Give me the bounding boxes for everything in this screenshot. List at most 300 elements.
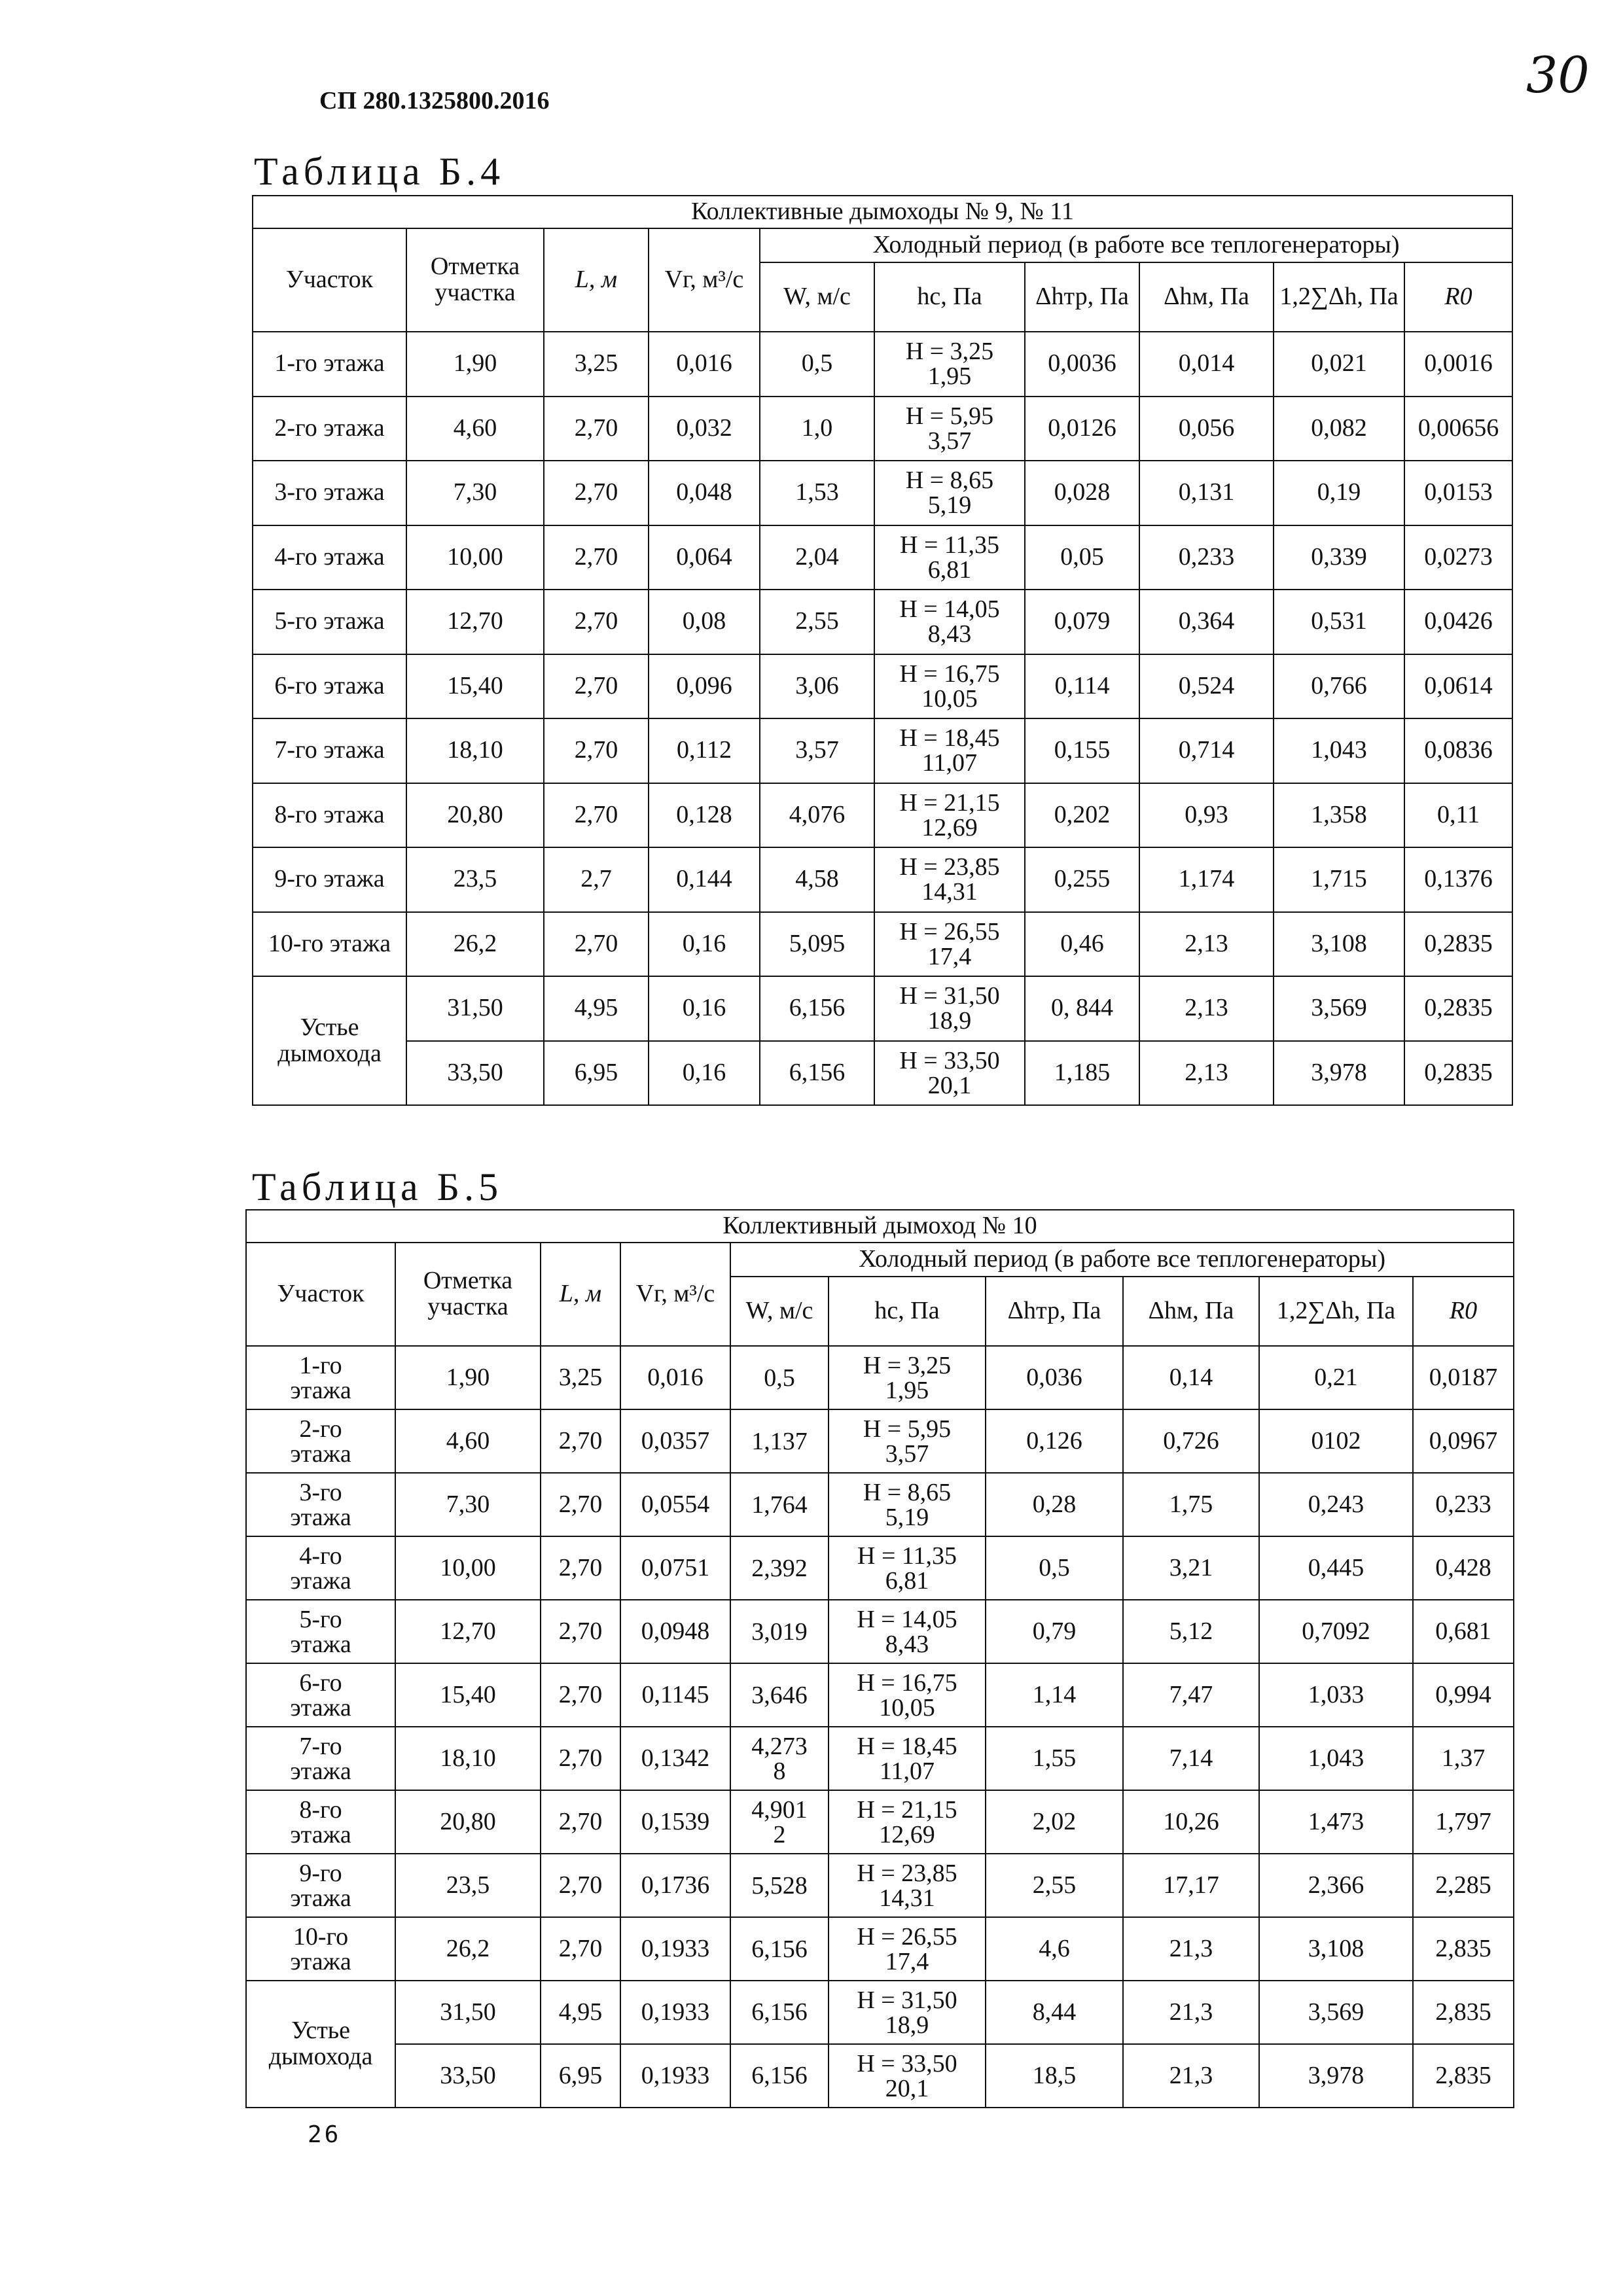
cell-volume: 0,08: [649, 590, 760, 654]
cell-length: 2,70: [544, 783, 649, 848]
cell-velocity: 4,076: [760, 783, 874, 848]
cell-draught: [829, 1600, 986, 1663]
cell-sum-loss: 1,043: [1259, 1727, 1413, 1790]
table-row: [253, 783, 1512, 848]
cell-friction-loss: 0,114: [1025, 654, 1139, 719]
cell-draught-line-2: 8,43: [885, 1630, 929, 1658]
table-row: [253, 590, 1512, 654]
cell-r0: 0,233: [1413, 1473, 1514, 1536]
cell-section: 9-го этажа: [253, 847, 406, 912]
cell-section: 4-го этажа: [253, 525, 406, 590]
table-b4-title: Коллективные дымоходы № 9, № 11: [253, 196, 1512, 228]
cell-velocity: 1,0: [760, 397, 874, 461]
cell-volume: 0,16: [649, 1041, 760, 1106]
cell-velocity-line-2: 2: [773, 1820, 786, 1848]
cell-draught-line-1: H = 18,45: [857, 1732, 957, 1760]
cell-section-line-1: 1-го: [299, 1351, 342, 1379]
cell-length: 2,70: [541, 1663, 620, 1727]
table-row: [253, 332, 1512, 397]
cell-sum-loss: 0,243: [1259, 1473, 1413, 1536]
cell-sum-loss: 3,108: [1259, 1917, 1413, 1981]
cell-length: 2,70: [541, 1854, 620, 1917]
cell-velocity: [730, 1346, 829, 1409]
cell-local-loss: 1,174: [1139, 847, 1274, 912]
header-friction-loss: Δhтр, Па: [1025, 262, 1139, 332]
cell-draught: [874, 461, 1025, 525]
cell-r0: 2,835: [1413, 1981, 1514, 2044]
cell-velocity: 2,55: [760, 590, 874, 654]
header-velocity: W, м/с: [730, 1277, 829, 1346]
cell-draught-line-2: 1,95: [885, 1376, 929, 1404]
table-b5-title: Коллективный дымоход № 10: [246, 1210, 1514, 1243]
cell-section: [246, 1409, 395, 1473]
cell-sum-loss: 1,358: [1274, 783, 1404, 848]
cell-velocity-line-1: 6,156: [751, 1935, 808, 1963]
cell-volume: 0,1933: [620, 1917, 730, 1981]
cell-draught-line-1: H = 8,65: [863, 1478, 952, 1506]
cell-section: [246, 1727, 395, 1790]
cell-friction-loss: 1,55: [986, 1727, 1123, 1790]
cell-section-line-2: этажа: [290, 1947, 351, 1975]
cell-sum-loss: 1,033: [1259, 1663, 1413, 1727]
cell-mark: 4,60: [395, 1409, 541, 1473]
cell-draught-line-1: H = 26,55: [899, 917, 1000, 945]
header-section: Участок: [253, 228, 406, 332]
cell-local-loss: 3,21: [1123, 1536, 1259, 1600]
cell-sum-loss: 0,7092: [1259, 1600, 1413, 1663]
cell-r0: 0,0967: [1413, 1409, 1514, 1473]
cell-section-line-1: 5-го: [299, 1605, 342, 1633]
cell-draught-line-1: H = 33,50: [857, 2049, 957, 2077]
cell-draught: [829, 1663, 986, 1727]
cell-draught-line-2: 8,43: [927, 620, 972, 648]
cell-draught-line-1: H = 14,05: [899, 595, 1000, 624]
cell-friction-loss: 1,14: [986, 1663, 1123, 1727]
cell-mark: 10,00: [395, 1536, 541, 1600]
cell-draught-line-2: 6,81: [927, 556, 972, 584]
cell-draught-line-2: 20,1: [927, 1071, 972, 1099]
cell-friction-loss: 0,5: [986, 1536, 1123, 1600]
cell-velocity: 4,58: [760, 847, 874, 912]
cell-r0: 0,681: [1413, 1600, 1514, 1663]
cell-mark: 15,40: [395, 1663, 541, 1727]
cell-friction-loss: 2,02: [986, 1790, 1123, 1854]
cell-r0: 0,2835: [1404, 912, 1512, 977]
cell-sum-loss: 1,043: [1274, 718, 1404, 783]
cell-velocity-line-1: 1,764: [751, 1491, 808, 1519]
cell-section-line-1: 9-го: [299, 1859, 342, 1887]
cell-mark: 7,30: [406, 461, 544, 525]
cell-section-line-2: этажа: [290, 1693, 351, 1722]
cell-length: 2,70: [541, 1473, 620, 1536]
cell-mark: 4,60: [406, 397, 544, 461]
cell-draught: [829, 1409, 986, 1473]
cell-mark: 12,70: [395, 1600, 541, 1663]
header-local-loss: Δhм, Па: [1123, 1277, 1259, 1346]
cell-volume: 0,1539: [620, 1790, 730, 1854]
cell-draught-line-2: 11,07: [921, 749, 978, 777]
cell-local-loss: 17,17: [1123, 1854, 1259, 1917]
cell-length: 4,95: [544, 976, 649, 1041]
cell-friction-loss: 2,55: [986, 1854, 1123, 1917]
cell-mark: 23,5: [406, 847, 544, 912]
cell-draught-line-2: 12,69: [921, 813, 978, 841]
cell-sum-loss: 1,473: [1259, 1790, 1413, 1854]
cell-draught-line-1: H = 21,15: [899, 788, 1000, 817]
cell-velocity-line-2: 8: [773, 1757, 786, 1785]
cell-mark: 18,10: [406, 718, 544, 783]
cell-draught-line-1: H = 16,75: [899, 660, 1000, 688]
cell-section: 1-го этажа: [253, 332, 406, 397]
cell-draught-line-2: 10,05: [921, 684, 978, 713]
cell-volume: 0,016: [620, 1346, 730, 1409]
header-r0: R0: [1413, 1277, 1514, 1346]
table-row: [253, 397, 1512, 461]
table-b4: [252, 195, 1513, 1106]
header-sum-loss: 1,2∑Δh, Па: [1259, 1277, 1413, 1346]
cell-local-loss: 0,93: [1139, 783, 1274, 848]
cell-section: Устье дымохода: [246, 1981, 395, 2108]
cell-r0: 0,0614: [1404, 654, 1512, 719]
cell-section: 3-го этажа: [253, 461, 406, 525]
cell-local-loss: 0,056: [1139, 397, 1274, 461]
cell-r0: 2,285: [1413, 1854, 1514, 1917]
cell-local-loss: 0,014: [1139, 332, 1274, 397]
cell-draught: [874, 718, 1025, 783]
cell-velocity-line-1: 2,392: [751, 1554, 808, 1582]
header-length: L, м: [544, 228, 649, 332]
cell-section: [246, 1346, 395, 1409]
cell-draught: [874, 525, 1025, 590]
cell-sum-loss: 0,445: [1259, 1536, 1413, 1600]
cell-sum-loss: 2,366: [1259, 1854, 1413, 1917]
table-row: [246, 1854, 1514, 1917]
cell-section: 8-го этажа: [253, 783, 406, 848]
cell-sum-loss: 3,569: [1274, 976, 1404, 1041]
document-code: СП 280.1325800.2016: [319, 87, 550, 115]
cell-length: 4,95: [541, 1981, 620, 2044]
cell-sum-loss: 0,082: [1274, 397, 1404, 461]
cell-draught-line-2: 5,19: [885, 1503, 929, 1531]
cell-sum-loss: 0,531: [1274, 590, 1404, 654]
table-row: [246, 1409, 1514, 1473]
cell-draught-line-1: H = 8,65: [905, 467, 994, 495]
cell-velocity-line-1: 1,137: [751, 1427, 808, 1455]
cell-section-line-1: 10-го: [293, 1922, 349, 1951]
table-row: [253, 847, 1512, 912]
cell-draught-line-1: H = 14,05: [857, 1605, 957, 1633]
cell-friction-loss: 0,0126: [1025, 397, 1139, 461]
table-row: [246, 1536, 1514, 1600]
cell-volume: 0,16: [649, 912, 760, 977]
cell-volume: 0,112: [649, 718, 760, 783]
cell-section: 6-го этажа: [253, 654, 406, 719]
cell-length: 3,25: [541, 1346, 620, 1409]
cell-draught-line-1: H = 16,75: [857, 1669, 957, 1697]
cell-volume: 0,144: [649, 847, 760, 912]
cell-draught: [874, 332, 1025, 397]
cell-draught-line-2: 14,31: [921, 878, 978, 906]
cell-local-loss: 21,3: [1123, 1917, 1259, 1981]
cell-local-loss: 0,726: [1123, 1409, 1259, 1473]
cell-velocity-line-1: 4,273: [751, 1732, 808, 1760]
cell-r0: 0,1376: [1404, 847, 1512, 912]
cell-section-line-2: этажа: [290, 1566, 351, 1595]
cell-volume: 0,032: [649, 397, 760, 461]
cell-section-line-1: 2-го: [299, 1415, 342, 1443]
header-section: Участок: [246, 1243, 395, 1346]
cell-local-loss: 2,13: [1139, 976, 1274, 1041]
cell-section-line-2: этажа: [290, 1630, 351, 1658]
cell-volume: 0,0357: [620, 1409, 730, 1473]
page-number: 26: [308, 2121, 342, 2148]
cell-draught: [874, 590, 1025, 654]
header-mark: Отметка участка: [395, 1243, 541, 1346]
cell-mark: 18,10: [395, 1727, 541, 1790]
cell-draught: [829, 1790, 986, 1854]
table-row: [246, 2044, 1514, 2108]
cell-r0: 0,0187: [1413, 1346, 1514, 1409]
cell-mark: 7,30: [395, 1473, 541, 1536]
cell-friction-loss: 0,79: [986, 1600, 1123, 1663]
cell-r0: 0,0836: [1404, 718, 1512, 783]
cell-volume: 0,0948: [620, 1600, 730, 1663]
cell-friction-loss: 0,28: [986, 1473, 1123, 1536]
cell-local-loss: 2,13: [1139, 1041, 1274, 1106]
cell-local-loss: 0,14: [1123, 1346, 1259, 1409]
cell-volume: 0,1736: [620, 1854, 730, 1917]
cell-length: 2,70: [541, 1409, 620, 1473]
cell-draught-line-2: 20,1: [885, 2074, 929, 2102]
cell-r0: 0,994: [1413, 1663, 1514, 1727]
cell-draught-line-1: H = 3,25: [863, 1351, 952, 1379]
cell-volume: 0,016: [649, 332, 760, 397]
cell-sum-loss: 3,569: [1259, 1981, 1413, 2044]
cell-draught-line-2: 3,57: [885, 1439, 929, 1468]
cell-draught: [874, 847, 1025, 912]
cell-local-loss: 21,3: [1123, 1981, 1259, 2044]
cell-length: 3,25: [544, 332, 649, 397]
handwritten-page-mark: 30: [1526, 46, 1590, 104]
cell-friction-loss: 0,079: [1025, 590, 1139, 654]
cell-draught-line-1: H = 26,55: [857, 1922, 957, 1951]
cell-section-line-2: этажа: [290, 1439, 351, 1468]
cell-section-line-1: 3-го: [299, 1478, 342, 1506]
table-b5-caption: Таблица Б.5: [252, 1165, 503, 1209]
cell-length: 2,70: [544, 718, 649, 783]
cell-draught-line-1: H = 5,95: [905, 402, 994, 430]
cell-velocity-line-1: 3,019: [751, 1617, 808, 1646]
cell-volume: 0,1933: [620, 1981, 730, 2044]
cell-length: 2,70: [544, 397, 649, 461]
cell-volume: 0,16: [649, 976, 760, 1041]
cell-velocity: 6,156: [760, 976, 874, 1041]
cell-sum-loss: 0,339: [1274, 525, 1404, 590]
cell-draught: [874, 912, 1025, 977]
cell-r0: 0,2835: [1404, 976, 1512, 1041]
cell-draught-line-2: 10,05: [879, 1693, 935, 1722]
cell-length: 2,70: [541, 1790, 620, 1854]
cell-local-loss: 0,524: [1139, 654, 1274, 719]
cell-velocity: 1,53: [760, 461, 874, 525]
cell-length: 2,70: [541, 1536, 620, 1600]
cell-volume: 0,1933: [620, 2044, 730, 2108]
cell-friction-loss: 0,255: [1025, 847, 1139, 912]
header-local-loss: Δhм, Па: [1139, 262, 1274, 332]
cell-friction-loss: 4,6: [986, 1917, 1123, 1981]
header-mark: Отметка участка: [406, 228, 544, 332]
cell-velocity: 3,06: [760, 654, 874, 719]
cell-velocity: [730, 1727, 829, 1790]
cell-draught-line-2: 5,19: [927, 491, 972, 520]
cell-friction-loss: 8,44: [986, 1981, 1123, 2044]
cell-sum-loss: 3,108: [1274, 912, 1404, 977]
cell-draught-line-2: 14,31: [879, 1884, 935, 1912]
cell-draught-line-2: 12,69: [879, 1820, 935, 1848]
cell-mark: 26,2: [406, 912, 544, 977]
cell-length: 2,70: [544, 525, 649, 590]
cell-velocity: [730, 1409, 829, 1473]
cell-r0: 0,0016: [1404, 332, 1512, 397]
cell-sum-loss: 0,21: [1259, 1346, 1413, 1409]
cell-mark: 20,80: [395, 1790, 541, 1854]
cell-section-line-1: 4-го: [299, 1542, 342, 1570]
cell-section: Устье дымохода: [253, 976, 406, 1105]
cell-local-loss: 0,131: [1139, 461, 1274, 525]
cell-mark: 23,5: [395, 1854, 541, 1917]
cell-length: 6,95: [541, 2044, 620, 2108]
cell-friction-loss: 0,036: [986, 1346, 1123, 1409]
table-row: [246, 1600, 1514, 1663]
cell-friction-loss: 0, 844: [1025, 976, 1139, 1041]
cell-draught: [829, 1981, 986, 2044]
cell-section: [246, 1854, 395, 1917]
cell-volume: 0,1342: [620, 1727, 730, 1790]
cell-velocity-line-1: 0,5: [764, 1364, 795, 1392]
cell-draught-line-1: H = 23,85: [857, 1859, 957, 1887]
cell-draught: [829, 1536, 986, 1600]
cell-local-loss: 5,12: [1123, 1600, 1259, 1663]
cell-draught: [829, 1346, 986, 1409]
cell-local-loss: 7,14: [1123, 1727, 1259, 1790]
cell-friction-loss: 0,155: [1025, 718, 1139, 783]
table-row: [253, 976, 1512, 1041]
cell-volume: 0,128: [649, 783, 760, 848]
cell-draught-line-1: H = 11,35: [900, 531, 999, 559]
cell-draught-line-1: H = 21,15: [857, 1795, 957, 1824]
cell-section-line-2: этажа: [290, 1757, 351, 1785]
cell-section-line-2: этажа: [290, 1376, 351, 1404]
cell-section: [246, 1536, 395, 1600]
cell-velocity: 5,095: [760, 912, 874, 977]
cell-velocity: [730, 1663, 829, 1727]
cell-mark: 33,50: [406, 1041, 544, 1106]
cell-velocity-line-1: 4,901: [751, 1795, 808, 1824]
cell-mark: 31,50: [406, 976, 544, 1041]
cell-velocity: 6,156: [760, 1041, 874, 1106]
cell-local-loss: 21,3: [1123, 2044, 1259, 2108]
cell-friction-loss: 0,05: [1025, 525, 1139, 590]
cell-velocity: [730, 1790, 829, 1854]
cell-velocity: 2,04: [760, 525, 874, 590]
cell-sum-loss: 1,715: [1274, 847, 1404, 912]
cell-friction-loss: 0,126: [986, 1409, 1123, 1473]
cell-draught-line-2: 1,95: [927, 362, 972, 391]
cell-friction-loss: 0,46: [1025, 912, 1139, 977]
cell-section: [246, 1663, 395, 1727]
cell-r0: 1,37: [1413, 1727, 1514, 1790]
cell-r0: 2,835: [1413, 2044, 1514, 2108]
cell-draught-line-2: 6,81: [885, 1566, 929, 1595]
cell-draught-line-1: H = 5,95: [863, 1415, 952, 1443]
cell-length: 2,70: [541, 1600, 620, 1663]
table-row: [246, 1727, 1514, 1790]
cell-draught-line-2: 11,07: [879, 1757, 935, 1785]
cell-volume: 0,048: [649, 461, 760, 525]
cell-draught-line-1: H = 33,50: [899, 1046, 1000, 1074]
header-draught: hс, Па: [829, 1277, 986, 1346]
cell-velocity: [730, 1917, 829, 1981]
cell-draught: [874, 976, 1025, 1041]
header-r0: R0: [1404, 262, 1512, 332]
cell-section-line-1: 6-го: [299, 1669, 342, 1697]
cell-velocity: 0,5: [760, 332, 874, 397]
header-volume: Vг, м³/с: [649, 228, 760, 332]
cell-draught-line-2: 18,9: [885, 2011, 929, 2039]
cell-local-loss: 7,47: [1123, 1663, 1259, 1727]
cell-r0: 0,0153: [1404, 461, 1512, 525]
header-length: L, м: [541, 1243, 620, 1346]
cell-section: [246, 1600, 395, 1663]
table-b4-caption: Таблица Б.4: [254, 150, 505, 193]
cell-friction-loss: 0,0036: [1025, 332, 1139, 397]
cell-friction-loss: 0,202: [1025, 783, 1139, 848]
cell-mark: 1,90: [395, 1346, 541, 1409]
cell-mark: 1,90: [406, 332, 544, 397]
cell-draught-line-1: H = 3,25: [905, 338, 994, 366]
cell-local-loss: 1,75: [1123, 1473, 1259, 1536]
table-row: [246, 1917, 1514, 1981]
cell-draught: [829, 1727, 986, 1790]
cell-mark: 10,00: [406, 525, 544, 590]
cell-mark: 12,70: [406, 590, 544, 654]
table-row: [253, 461, 1512, 525]
cell-volume: 0,0751: [620, 1536, 730, 1600]
cell-draught: [829, 1854, 986, 1917]
cell-velocity: 3,57: [760, 718, 874, 783]
cell-draught: [874, 1041, 1025, 1106]
cell-mark: 26,2: [395, 1917, 541, 1981]
cell-r0: 0,0426: [1404, 590, 1512, 654]
cell-velocity: 6,156: [730, 2044, 829, 2108]
cell-length: 2,7: [544, 847, 649, 912]
cell-length: 2,70: [544, 654, 649, 719]
cell-draught-line-1: H = 11,35: [857, 1542, 957, 1570]
cell-mark: 15,40: [406, 654, 544, 719]
cell-draught-line-1: H = 18,45: [899, 724, 1000, 752]
cell-draught-line-2: 3,57: [927, 427, 972, 455]
cell-section-line-1: 8-го: [299, 1795, 342, 1824]
cell-section-line-2: этажа: [290, 1503, 351, 1531]
header-velocity: W, м/с: [760, 262, 874, 332]
cell-velocity-line-1: 5,528: [751, 1871, 808, 1899]
cell-section: [246, 1473, 395, 1536]
cell-local-loss: 0,233: [1139, 525, 1274, 590]
cell-sum-loss: 0,766: [1274, 654, 1404, 719]
cell-local-loss: 0,714: [1139, 718, 1274, 783]
cell-velocity: [730, 1854, 829, 1917]
cell-volume: 0,064: [649, 525, 760, 590]
